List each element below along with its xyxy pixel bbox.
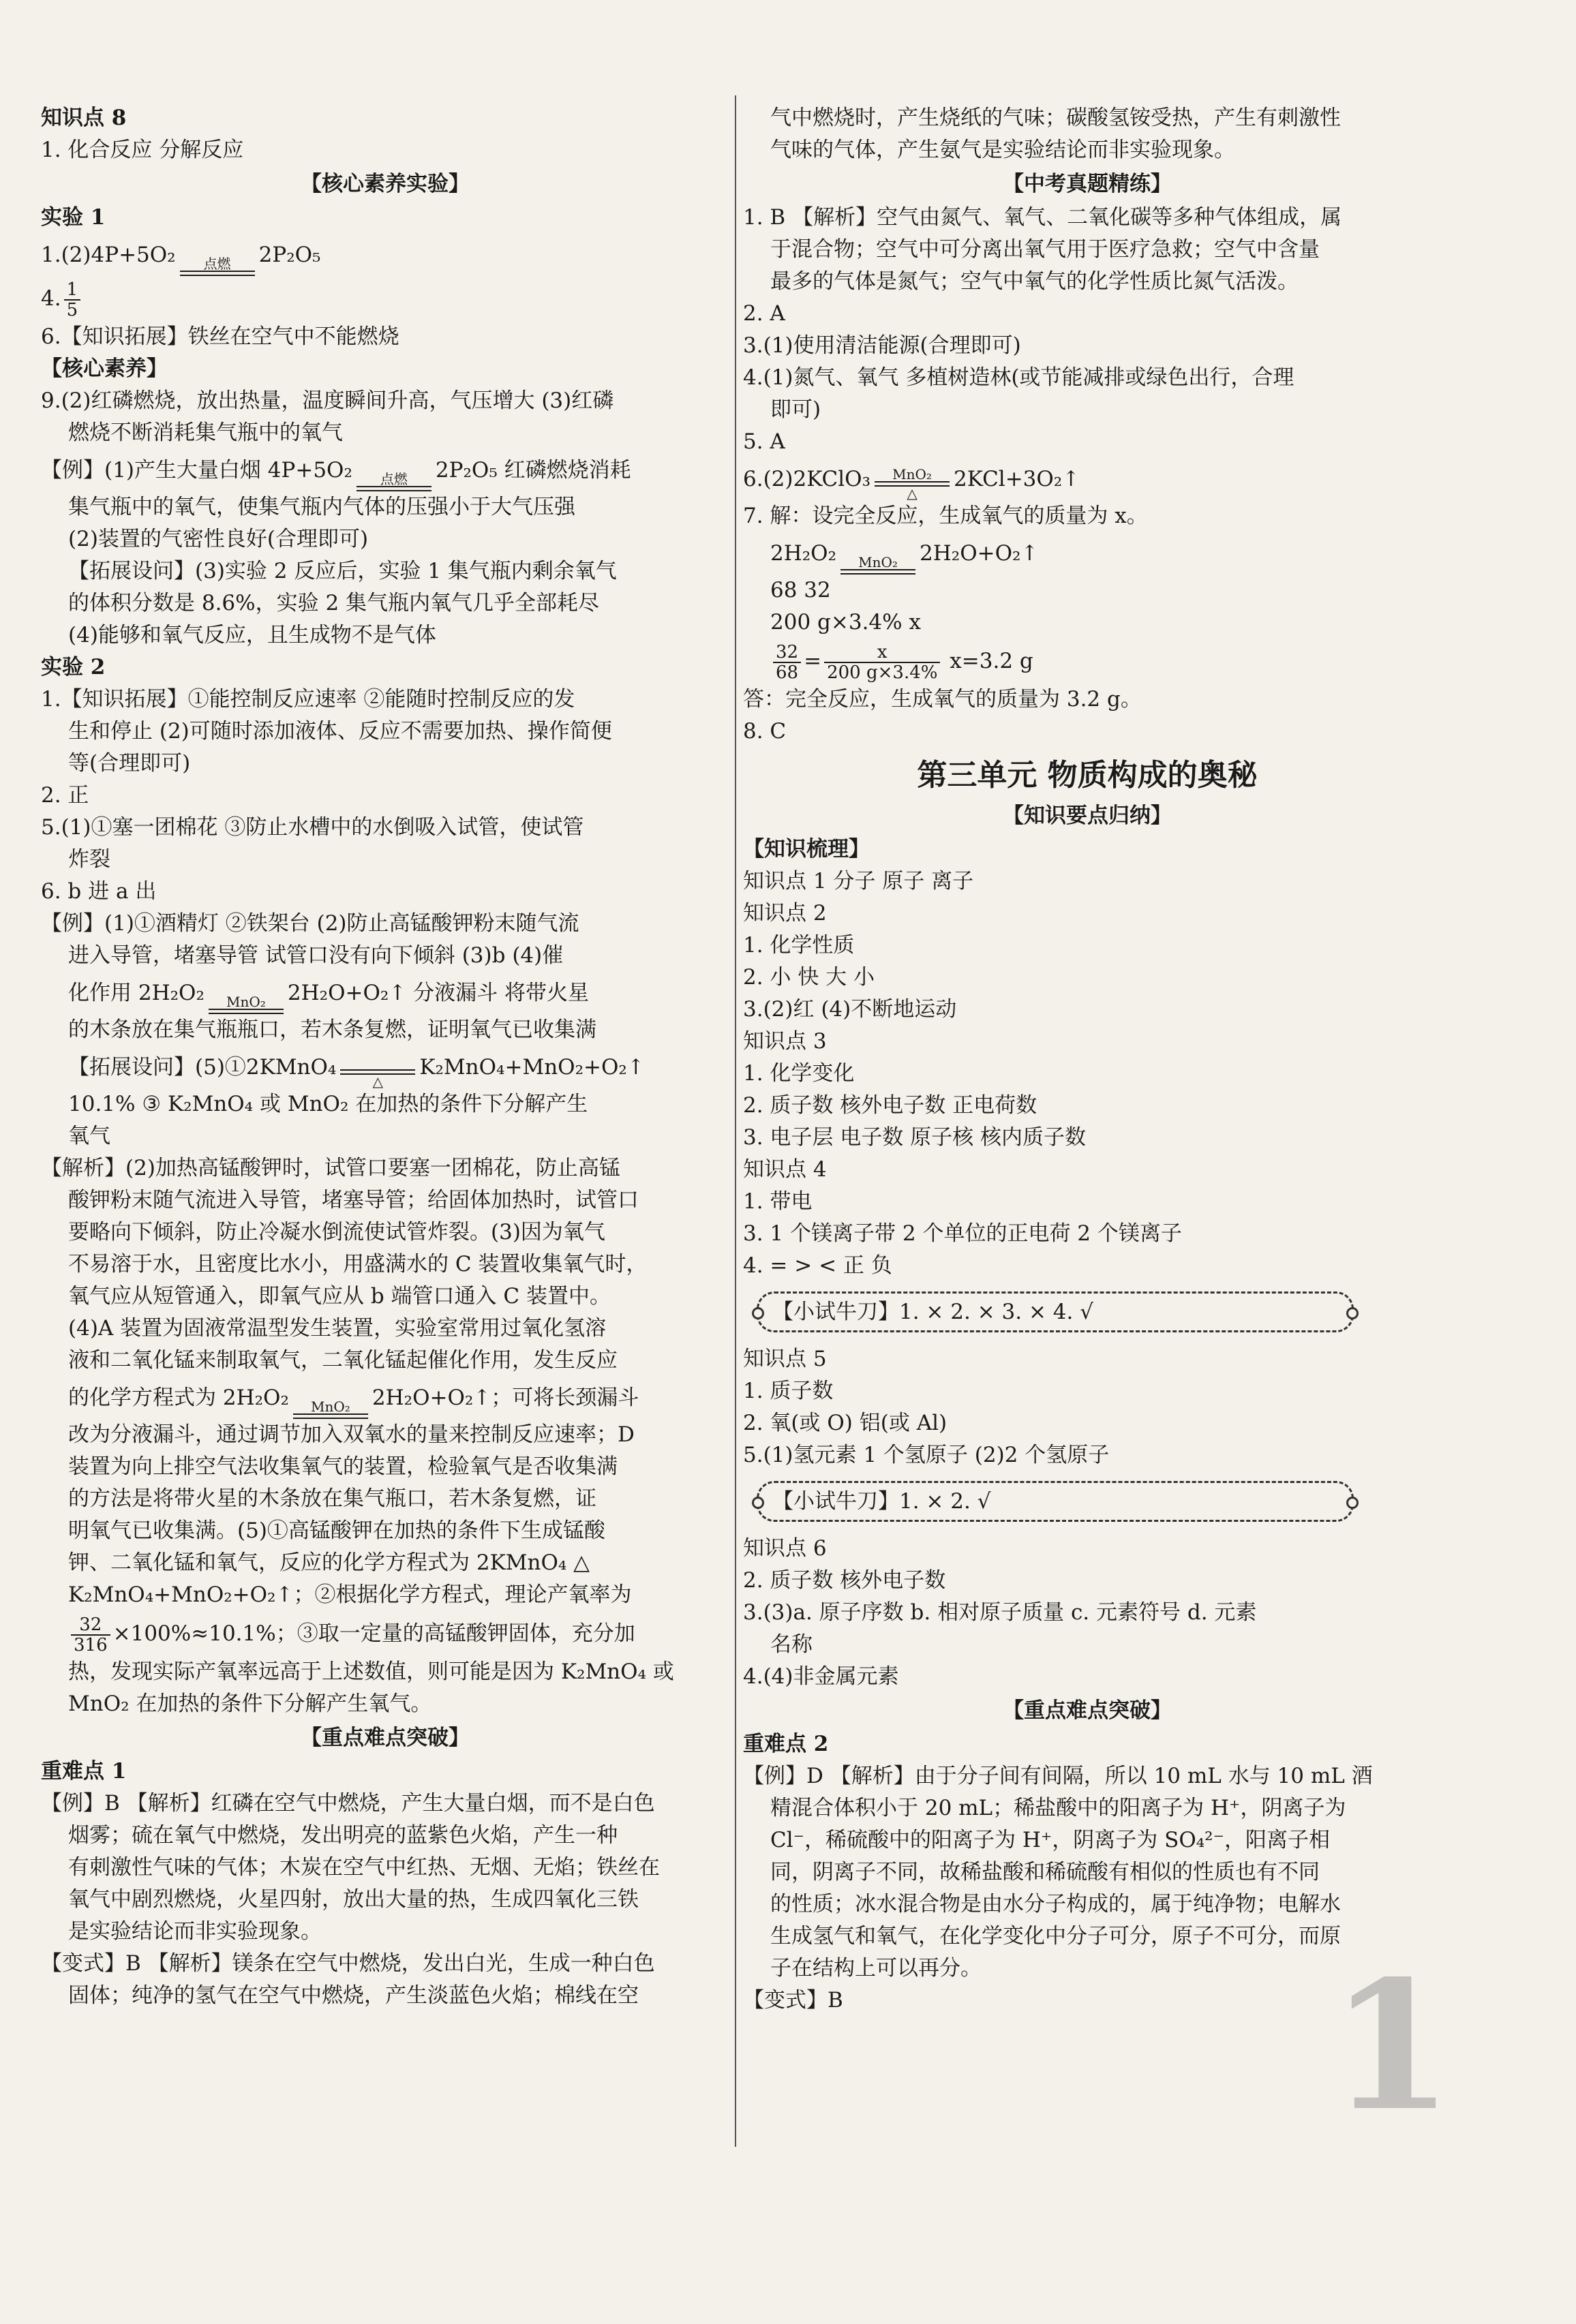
answer-line: 1. 化合反应 分解反应 <box>41 138 244 162</box>
answer-line: 【例】(1)①酒精灯 ②铁架台 (2)防止高锰酸钾粉末随气流 <box>41 911 579 936</box>
equation-line <box>41 1046 729 1088</box>
answer-line: 4.(4)非金属元素 <box>743 1664 899 1689</box>
answer-line: 6. b 进 a 出 <box>41 879 157 904</box>
answer-line: 4.(1)氮气、氧气 多植树造林(或节能减排或绿色出行，合理 <box>743 365 1294 390</box>
answer-line: 5. A <box>743 429 785 454</box>
equation-line <box>41 234 729 276</box>
reaction-condition <box>357 472 431 491</box>
answer-line: 子在结构上可以再分。 <box>770 1956 982 1981</box>
answer-line: 精混合体积小于 20 mL；稀盐酸中的阳离子为 H⁺，阴离子为 <box>770 1796 1346 1820</box>
answer-line: 2. 质子数 核外电子数 正电荷数 <box>743 1093 1037 1118</box>
answer-line: 6.【知识拓展】铁丝在空气中不能燃烧 <box>41 324 399 349</box>
answer-line: 钾、二氧化锰和氧气，反应的化学方程式为 2KMnO₄ △ <box>68 1550 590 1575</box>
answer-line: 不易溶于水，且密度比水小，用盛满水的 C 装置收集氧气时， <box>68 1252 648 1276</box>
answer-line: 5.(1)氢元素 1 个氢原子 (2)2 个氢原子 <box>743 1443 1110 1467</box>
answer-line: 3.(3)a. 原子序数 b. 相对原子质量 c. 元素符号 d. 元素 <box>743 1600 1257 1625</box>
answer-line: 于混合物；空气中可分离出氧气用于医疗急救；空气中含量 <box>770 237 1320 262</box>
answer-line: 3.(2)红 (4)不断地运动 <box>743 997 957 1022</box>
answer-line: 2. 正 <box>41 783 89 808</box>
answer-line: 是实验结论而非实验现象。 <box>68 1919 322 1944</box>
equation-line <box>743 458 1431 500</box>
answer-line: 炸裂 <box>68 847 110 872</box>
page-number: 1 <box>1330 1942 1453 2150</box>
equation-right: K₂MnO₄+MnO₂+O₂↑ <box>419 1055 645 1080</box>
quick-test-box: 【小试牛刀】1. × 2. × 3. × 4. √ <box>757 1291 1354 1332</box>
answer-line: 4. = > < 正 负 <box>743 1253 892 1278</box>
condition-top: 点燃 <box>203 256 231 272</box>
answer-line: 进入导管，堵塞导管 试管口没有向下倾斜 (3)b (4)催 <box>68 943 564 968</box>
answer-line: 1. 化学变化 <box>743 1061 855 1086</box>
answer-line: 2. 质子数 核外电子数 <box>743 1568 946 1593</box>
answer-line: 的性质；冰水混合物是由水分子构成的，属于纯净物；电解水 <box>770 1892 1341 1916</box>
answer-line: 【例】B 【解析】红磷在空气中燃烧，产生大量白烟，而不是白色 <box>41 1791 655 1816</box>
answer-line: 【例】D 【解析】由于分子间有间隔，所以 10 mL 水与 10 mL 酒 <box>743 1764 1373 1788</box>
answer-line: 热，发现实际产氧率远高于上述数值，则可能是因为 K₂MnO₄ 或 <box>68 1660 674 1684</box>
answer-line: 知识点 2 <box>743 901 827 926</box>
condition-top: MnO₂ <box>858 554 898 570</box>
answer-line: 固体；纯净的氢气在空气中燃烧，产生淡蓝色火焰；棉线在空 <box>68 1983 639 2008</box>
fraction <box>64 280 81 320</box>
condition-top: MnO₂ <box>311 1398 350 1415</box>
answer-line: 氧气中剧烈燃烧，火星四射，放出大量的热，生成四氧化三铁 <box>68 1887 639 1912</box>
answer-line: 【变式】B 【解析】镁条在空气中燃烧，发出白光，生成一种白色 <box>41 1951 655 1976</box>
answer-line: MnO₂ 在加热的条件下分解产生氧气。 <box>68 1692 432 1716</box>
condition-bottom: △ <box>372 1073 384 1090</box>
answer-line: 气中燃烧时，产生烧纸的气味；碳酸氢铵受热，产生有刺激性 <box>770 106 1341 130</box>
fraction-line <box>41 276 729 321</box>
answer-line: 【解析】(2)加热高锰酸钾时，试管口要塞一团棉花，防止高锰 <box>41 1156 620 1180</box>
reaction-condition <box>340 1069 415 1088</box>
equation-line <box>743 532 1431 575</box>
answer-line: 知识点 3 <box>743 1029 827 1054</box>
answer-line: 装置为向上排空气法收集氧气的装置，检验氧气是否收集满 <box>68 1454 618 1479</box>
answer-line: 5.(1)①塞一团棉花 ③防止水槽中的水倒吸入试管，使试管 <box>41 815 584 840</box>
numerator: 1 <box>64 280 81 301</box>
answer-line: 1. 带电 <box>743 1189 813 1214</box>
left-column <box>41 102 729 2012</box>
equation-right: 2H₂O+O₂↑ 分液漏斗 将带火星 <box>287 981 589 1005</box>
equation-left: 6.(2)2KClO₃ <box>743 467 871 491</box>
condition-top: MnO₂ <box>226 994 266 1010</box>
answer-line: 的体积分数是 8.6%，实验 2 集气瓶内氧气几乎全部耗尽 <box>68 591 600 615</box>
reaction-condition <box>840 555 915 575</box>
answer-line: 【拓展设问】(3)实验 2 反应后，实验 1 集气瓶内剩余氧气 <box>68 559 617 583</box>
equation-left: 的化学方程式为 2H₂O₂ <box>68 1386 289 1410</box>
answer-line: 2. 小 快 大 小 <box>743 965 875 990</box>
answer-line: 改为分液漏斗，通过调节加入双氧水的量来控制反应速率；D <box>68 1422 635 1447</box>
answer-line: 8. C <box>743 719 787 744</box>
equation-right: 2H₂O+O₂↑ <box>920 541 1039 566</box>
answer-line: 答：完全反应，生成氧气的质量为 3.2 g。 <box>743 687 1142 712</box>
fraction-prefix: 4. <box>41 286 61 311</box>
proportion-result: x=3.2 g <box>943 649 1033 673</box>
equation-line <box>41 972 729 1014</box>
answer-line: (2)装置的气密性良好(合理即可) <box>68 527 369 551</box>
answer-line: 【变式】B <box>743 1988 843 2013</box>
answer-line: 3. 1 个镁离子带 2 个单位的正电荷 2 个镁离子 <box>743 1221 1182 1246</box>
answer-line: (4)能够和氧气反应，且生成物不是气体 <box>68 623 436 647</box>
answer-line: K₂MnO₄+MnO₂+O₂↑；②根据化学方程式，理论产氧率为 <box>68 1583 632 1607</box>
subsection-label: 重难点 2 <box>743 1732 829 1756</box>
equation-right: 2P₂O₅ 红磷燃烧消耗 <box>435 458 631 483</box>
condition-top: MnO₂ <box>892 466 932 483</box>
reaction-condition <box>293 1400 368 1419</box>
subsection-label: 实验 1 <box>41 205 106 230</box>
subsection-label: 【核心素养】 <box>41 356 168 381</box>
equation-line <box>41 449 729 491</box>
answer-line: 2. A <box>743 301 785 326</box>
answer-line: (4)A 装置为固液常温型发生装置，实验室常用过氧化氢溶 <box>68 1316 607 1341</box>
section-heading: 【知识要点归纳】 <box>1003 804 1172 828</box>
condition-top: 点燃 <box>380 471 408 487</box>
answer-line: 燃烧不断消耗集气瓶中的氧气 <box>68 421 343 445</box>
equation-left: 化作用 2H₂O₂ <box>68 981 204 1005</box>
answer-line: 要略向下倾斜，防止冷凝水倒流使试管炸裂。(3)因为氧气 <box>68 1220 605 1244</box>
answer-line: 气味的气体，产生氨气是实验结论而非实验现象。 <box>770 138 1235 162</box>
answer-line: 氧气应从短管通入，即氧气应从 b 端管口通入 C 装置中。 <box>68 1284 611 1309</box>
reaction-condition <box>875 468 950 500</box>
answer-line: 烟雾；硫在氧气中燃烧，发出明亮的蓝紫色火焰，产生一种 <box>68 1823 618 1848</box>
equation-left: 【拓展设问】(5)①2KMnO₄ <box>68 1055 337 1080</box>
subsection-label: 【知识梳理】 <box>743 837 870 861</box>
fraction-line <box>41 1611 729 1656</box>
answer-line: 氧气 <box>68 1124 110 1148</box>
answer-line: 2. 氧(或 O) 铝(或 Al) <box>743 1411 948 1435</box>
fraction <box>71 1615 110 1655</box>
answer-line: 最多的气体是氮气；空气中氧气的化学性质比氮气活泼。 <box>770 269 1299 294</box>
answer-line: 10.1% ③ K₂MnO₄ 或 MnO₂ 在加热的条件下分解产生 <box>68 1092 588 1116</box>
denominator: 5 <box>66 299 78 320</box>
answer-line: 3.(1)使用清洁能源(合理即可) <box>743 333 1021 358</box>
equation-left: 2H₂O₂ <box>770 541 837 566</box>
answer-line: 的方法是将带火星的木条放在集气瓶口，若木条复燃，证 <box>68 1486 596 1511</box>
numerator: 32 <box>773 643 801 663</box>
answer-line: 知识点 4 <box>743 1157 827 1182</box>
answer-line: 知识点 6 <box>743 1536 827 1561</box>
answer-line: 即可) <box>770 397 821 422</box>
answer-line: 生成氢气和氧气，在化学变化中分子可分，原子不可分，而原 <box>770 1924 1341 1948</box>
equation-right: 2KCl+3O₂↑ <box>954 467 1080 491</box>
answer-line: 68 32 <box>770 578 831 602</box>
section-heading: 【核心素养实验】 <box>301 172 470 196</box>
denominator: 200 g×3.4% <box>827 662 938 683</box>
answer-line: 名称 <box>770 1632 813 1657</box>
answer-line: 1. 质子数 <box>743 1379 834 1403</box>
answer-line: 有刺激性气味的气体；木炭在空气中红热、无烟、无焰；铁丝在 <box>68 1855 660 1880</box>
answer-line: 生和停止 (2)可随时添加液体、反应不需要加热、操作简便 <box>68 719 612 744</box>
answer-line: 知识点 1 分子 原子 离子 <box>743 869 974 893</box>
section-heading: 【中考真题精练】 <box>1003 172 1172 196</box>
answer-line: 同，阴离子不同，故稀盐酸和稀硫酸有相似的性质也有不同 <box>770 1860 1320 1884</box>
answer-line: 7. 解：设完全反应，生成氧气的质量为 x。 <box>743 504 1148 528</box>
equation-right: 2H₂O+O₂↑；可将长颈漏斗 <box>372 1386 639 1410</box>
unit-title: 第三单元 物质构成的奥秘 <box>917 758 1258 793</box>
quick-test-box: 【小试牛刀】1. × 2. √ <box>757 1481 1354 1522</box>
subsection-label: 重难点 1 <box>41 1759 127 1784</box>
denominator: 68 <box>776 662 799 683</box>
equation-left: 【例】(1)产生大量白烟 4P+5O₂ <box>41 458 352 483</box>
answer-line: 1. B 【解析】空气由氮气、氧气、二氧化碳等多种气体组成，属 <box>743 205 1342 230</box>
fraction-suffix: ×100%≈10.1%；③取一定量的高锰酸钾固体，充分加 <box>112 1621 635 1646</box>
answer-line: 知识点 5 <box>743 1347 827 1371</box>
answer-line: 明氧气已收集满。(5)①高锰酸钾在加热的条件下生成锰酸 <box>68 1518 605 1543</box>
answer-line: 液和二氧化锰来制取氧气，二氧化锰起催化作用，发生反应 <box>68 1348 618 1373</box>
answer-line: 1. 化学性质 <box>743 933 855 958</box>
section-heading: 【重点难点突破】 <box>301 1726 470 1750</box>
reaction-condition <box>209 995 284 1014</box>
answer-line: 1.【知识拓展】①能控制反应速率 ②能随时控制反应的发 <box>41 687 575 712</box>
equation-line <box>41 1377 729 1419</box>
condition-bottom: △ <box>907 485 918 502</box>
answer-line: 200 g×3.4% x <box>770 610 921 634</box>
denominator: 316 <box>74 1634 108 1655</box>
answer-line: 等(合理即可) <box>68 751 191 776</box>
section-heading: 【重点难点突破】 <box>1003 1698 1172 1723</box>
numerator: 32 <box>71 1615 110 1636</box>
equation-right: 2P₂O₅ <box>258 243 321 267</box>
answer-line: 集气瓶中的氧气，使集气瓶内气体的压强小于大气压强 <box>68 495 575 519</box>
answer-line: 3. 电子层 电子数 原子核 核内质子数 <box>743 1125 1086 1150</box>
answer-line: 的木条放在集气瓶瓶口，若木条复燃，证明氧气已收集满 <box>68 1018 596 1042</box>
reaction-condition <box>180 257 255 276</box>
numerator: x <box>824 643 940 663</box>
proportion-line: $\frac{32}{68}$ = $\frac{x}{200 g\times 3.4\%}$ x=3.2 g <box>743 639 1431 684</box>
answer-line: 9.(2)红磷燃烧，放出热量，温度瞬间升高，气压增大 (3)红磷 <box>41 388 614 413</box>
fraction <box>824 643 940 682</box>
fraction <box>773 643 801 682</box>
subsection-label: 知识点 8 <box>41 106 127 130</box>
right-column <box>743 102 1431 2017</box>
answer-line: 酸钾粉末随气流进入导管，堵塞导管；给固体加热时，试管口 <box>68 1188 639 1212</box>
subsection-label: 实验 2 <box>41 655 106 679</box>
equation-left: 1.(2)4P+5O₂ <box>41 243 176 267</box>
column-divider <box>735 95 736 2147</box>
answer-line: Cl⁻，稀硫酸中的阳离子为 H⁺，阴离子为 SO₄²⁻，阳离子相 <box>770 1828 1330 1852</box>
